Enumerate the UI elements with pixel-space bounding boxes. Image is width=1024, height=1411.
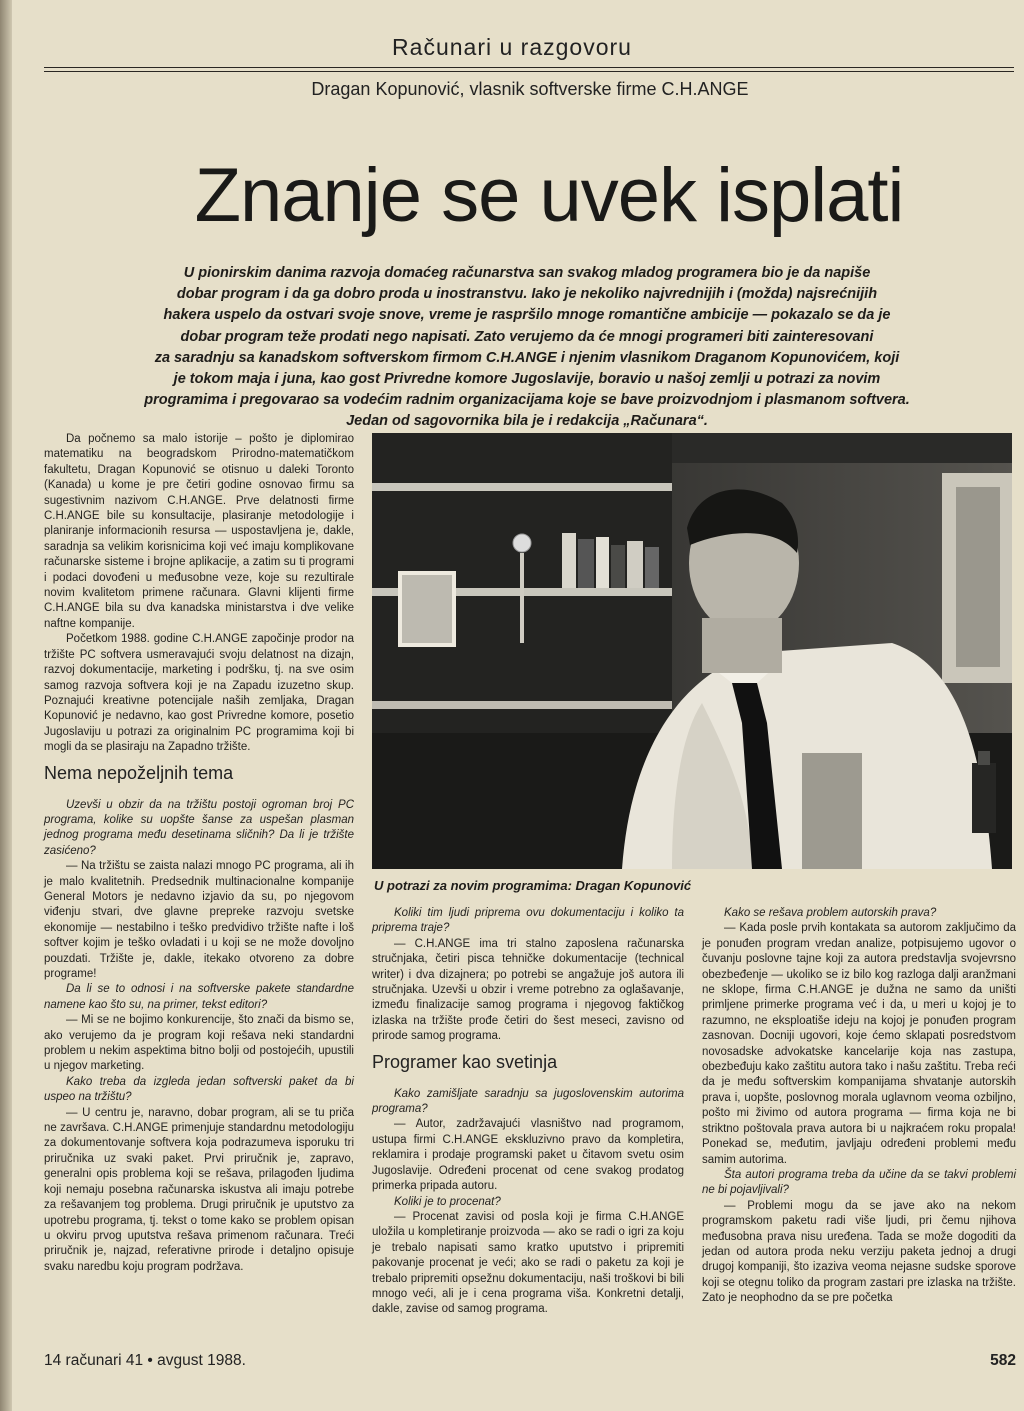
interview-answer: — U centru je, naravno, dobar program, ali se tu priča ne završava. C.H.ANGE primenjuje standardnu metodologiju za dokumentovanje softvera koja podrazumeva isporuku tri priručnika uz svaki paket. Prvi priručnik je, zapravo, generalni opis problema koji se rešava, prilagođen ljudima koji nemaju posebna računarska iskustva ali imaju potrebe za rešavanjem tog problema. Drugi priručnik je uputstvo za upotrebu programa, tj. tekst o tome kako se problem opisan u okviru prvog uputstva rešava primenom računara. Treći priručnik je, najzad, referativne prirode i detaljno opisuje svaku naredbu koju program podržava. (44, 1106, 354, 1273)
section-heading: Nema nepoželjnih tema (44, 762, 234, 783)
lead-line: dobar program i da ga dobro proda u inostranstvu. Iako je nekoliko najvrednijih i (možda) najsrećnijih (176, 286, 878, 303)
interview-question: Kako zamišljate saradnju sa jugoslovenskim autorima programa? (372, 1087, 684, 1116)
issue-footer: 14 računari 41 • avgust 1988. (44, 1352, 246, 1369)
interview-answer: — Problemi mogu da se jave ako na nekom programskom paketu radi više ljudi, pri čemu njihova međusobna prava nisu uređena. Tada se može dogoditi da jedan od autora proda neku verziju paketa jednoj a drugi drugoj kompaniji, što izaziva veoma nejasne sudske sporove koji se otegnu toliko da program zastari pre izlaska na tržište. Zato je neophodno da se pre početka (702, 1199, 1016, 1305)
article-headline: Znanje se uvek isplati (194, 153, 904, 238)
text-column-1 (44, 432, 354, 1275)
interview-question: Da li se to odnosi i na softverske pakete standardne namene kao što su, na primer, tekst editori? (44, 983, 354, 1011)
lead-line: programima i pregovarao sa vodećim radnim organizacijama koje se bave proizvodnjom i plasmanom softvera. (144, 392, 910, 409)
page-number: 582 (990, 1352, 1016, 1369)
text-column-2 (372, 906, 684, 1318)
body-paragraph: Početkom 1988. godine C.H.ANGE započinje prodor na tržište PC softvera usmeravajući svoju delatnost na dizajn, razvoj dokumentacije, marketing i podršku, tj. na sve osim samog razvoja softvera koji je na Zapadu izuzetno skup. Poznajući kreativne potencijale naših zemljaka, Dragan Kopunović je nedavno, kao gost Privredne komore, posetio Jugoslaviju u potrazi za originalnim PC programima koji bi mogli da se plasiraju na Zapadno tržište. (44, 633, 354, 754)
header-rule-bottom (44, 71, 1014, 72)
text-column-3 (702, 906, 1016, 1307)
interview-answer: — Autor, zadržavajući vlasništvo nad programom, ustupa firmi C.H.ANGE ekskluzivno pravo da kompletira, reklamira i prodaje programski paket u čitavom svetu osim Jugoslavije. Određeni procenat od cene svakog prodatog primerka pripada autoru. (372, 1118, 684, 1193)
interview-question: Šta autori programa treba da učine da se takvi problemi ne bi pojavljivali? (702, 1168, 1016, 1197)
header-rule-top (44, 67, 1014, 68)
interview-answer: — Na tržištu se zaista nalazi mnogo PC programa, ali ih je malo kvalitetnih. Predsednik multinacionalne kompanije General Motors je nedavno izjavio da su, po njegovom viđenju stvari, dve glavne prepreke razvoju svetske ekonomije — nestabilno i teško predvidivo tržište nafte i loš softver kojim je teško ovladati i u koji se ne može dovoljno pouzdati. Tržište je, dakle, itekako otvoreno za dobre programe! (44, 860, 354, 980)
lead-line: U pionirskim danima razvoja domaćeg računarstva san svakog mladog programera bio je da napiše (183, 265, 871, 281)
section-title: Računari u razgovoru (392, 34, 632, 60)
interview-question: Kako treba da izgleda jedan softverski paket da bi uspeo na tržištu? (44, 1075, 354, 1104)
interview-question: Koliki je to procenat? (394, 1195, 501, 1208)
lead-line: dobar program teže prodati nego napisati. Zato verujemo da će mnogi programeri biti zainteresovani (180, 328, 874, 345)
interview-question: Uzevši u obzir da na tržištu postoji ogroman broj PC programa, kolike su uopšte šanse za uspešan plasman jednog programa među desetinama sličnih? Da li je tržište zasićeno? (44, 798, 354, 857)
interview-answer: — Procenat zavisi od posla koji je firma C.H.ANGE uložila u kompletiranje proizvoda — ako se radi o igri za koju je trebalo napisati samo kratko uputstvo i pripremiti pakovanje procenat je veći; ako se radi o paketu za koji je trebalo pripremiti opsežnu dokumentaciju, naši troškovi bi bili mnogo veći, ali je i cena programa viša. Konkretni detalji, dakle, zavise od samog programa. (372, 1210, 684, 1316)
section-heading: Programer kao svetinja (372, 1051, 558, 1072)
lead-line: za saradnju sa kanadskom softverskom firmom C.H.ANGE i njenim vlasnikom Draganom Kopunovićem, koji (154, 349, 900, 366)
lead-line: Jedan od sagovornika bila je i redakcija „Računara“. (346, 413, 708, 430)
interview-answer: — C.H.ANGE ima tri stalno zaposlena računarska stručnjaka, četiri pisca tehničke dokumentacije (technical writer) i dva dizajnera; po potrebi se angažuje još autora ili stručnjaka. Uzevši u obzir i vreme potrebno za oglašavanje, između finalizacije samog programa i njegovog faktičkog izlaska na tržište prođe četiri do šest meseci, zavisno od prirode samog programa. (372, 937, 684, 1043)
interview-question: Kako se rešava problem autorskih prava? (724, 907, 937, 919)
portrait-photo (372, 433, 1012, 869)
article-subtitle: Dragan Kopunović, vlasnik softverske firme C.H.ANGE (311, 79, 749, 99)
lead-line: je tokom maja i juna, kao gost Privredne komore Jugoslavije, boravio u našoj zemlji u potrazi za novim (173, 371, 881, 388)
interview-answer: — Mi se ne bojimo konkurencije, što znači da bismo se, ako verujemo da je program koji rešava neki standardni problem u nekim aspektima bitno bolji od postojećih, upustili u njegov marketing. (44, 1014, 354, 1073)
interview-answer: — Kada posle prvih kontakata sa autorom zaključimo da je ponuđen program vredan analize, potpisujemo ugovor o čuvanju poslovne tajne koji za autora predstavlja svojevrsno obezbeđenje — ukoliko se iz bilo kog razloga dalji aranžmani ne sklope, firma C.H.ANGE je dužna ne samo da uništi primljene primerke programa već i da, u meri u kojoj je to razumno, ne eksploatiše ideju na kojoj je ponuđen program zasnovan. Docniji ugovori, koje ćemo sklapati posredstvom novosadske advokatske kancelarije koja nas zastupa, obezbeđuju kako zaštitu autora tako i našu zaštitu. Treba reći da je među softverskim kompanijama shvatanje autorskih prava i, uopšte, poslovnog morala uglavnom veoma ozbiljno, pošto mi živimo od autora programa — firma koja ne bi striktno poštovala prava autora bi u najkraćem roku propala! Ponekad se, međutim, javljaju određeni problemi među samim autorima. (702, 922, 1016, 1166)
photo-caption: U potrazi za novim programima: Dragan Kopunović (374, 878, 692, 893)
lead-paragraph (34, 263, 1020, 433)
lead-line: hakera uspelo da ostvari svoje snove, vreme je raspršilo mnoge romantične ambicije — pokazalo se da je (163, 307, 891, 324)
body-paragraph: Da počnemo sa malo istorije – pošto je diplomirao matematiku na beogradskom Prirodno-matematičkom fakultetu, Dragan Kopunović se otisnuo u daleki Toronto (Kanada) u kome je pre četiri godine osnovao firmu sa sugestivnim nazivom C.H.ANGE. Prve delatnosti firme C.H.ANGE bile su konsultacije, plasiranje metodologije i planiranje informacionih resursa — uspostavljena je, dakle, saradnja sa velikim korisnicima koji već imaju komplikovane računarske sisteme i brojne aplikacije, a zatim su ti programi i podaci dovođeni u međusobne veze, koje su rezultirale novim kvalitetom primene računara. Glavni klijenti firme C.H.ANGE bila su dva kanadska ministarstva i dve velike naftne kompanije. (44, 433, 354, 630)
interview-question: Koliki tim ljudi priprema ovu dokumentaciju i koliko ta priprema traje? (372, 907, 684, 935)
